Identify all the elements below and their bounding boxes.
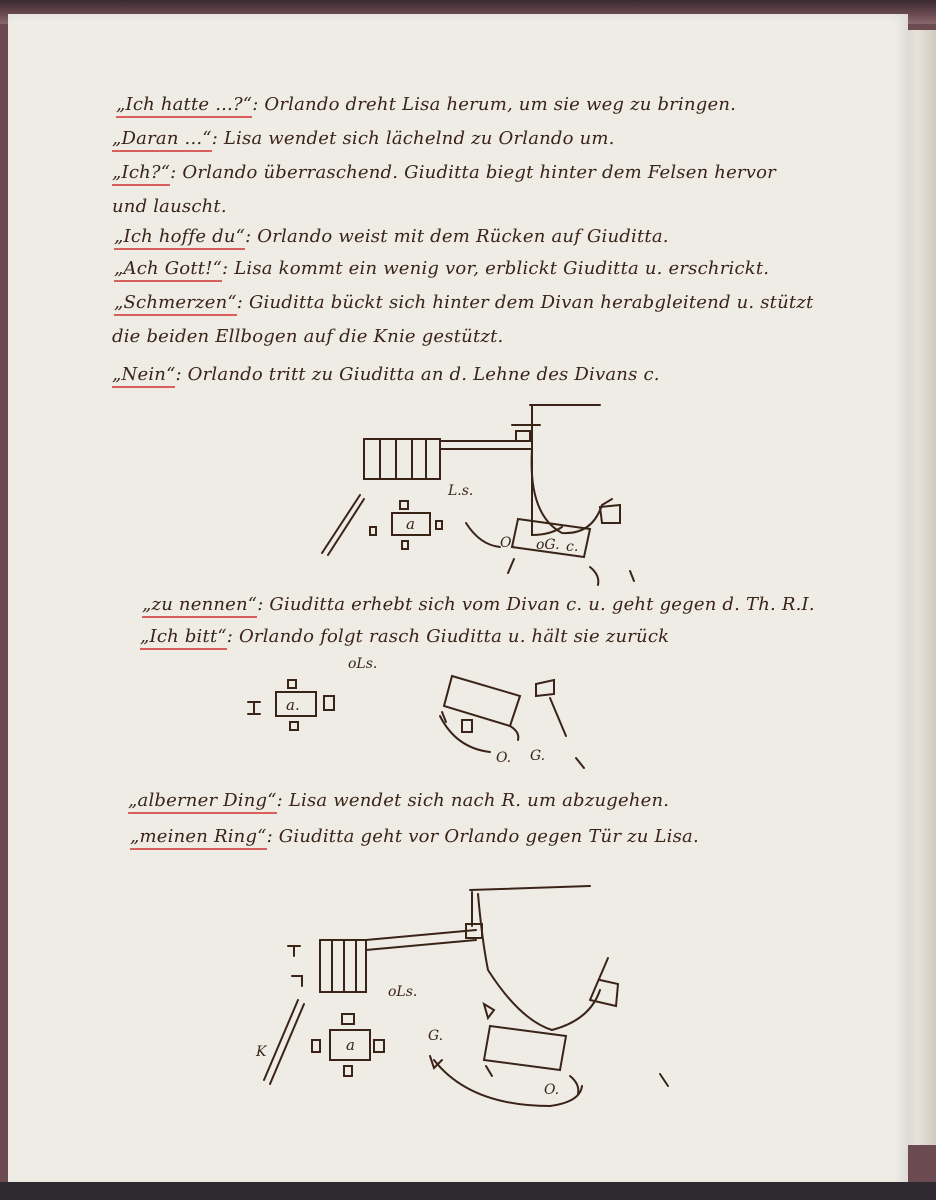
cue: „Ich hatte ...?“ [116,94,252,118]
note-line-12 [128,790,669,811]
stage-sketch-2 [240,650,600,780]
stage-sketch-1 [300,395,660,595]
cue: „Nein“ [112,364,175,388]
note-line-13 [130,826,699,847]
label-orlando-2: O. [496,750,512,766]
cue: „Ich hoffe du“ [114,226,245,250]
label-giuditta-3: G. [428,1028,444,1044]
cue: „Daran ...“ [112,128,212,152]
label-lisa: L.s. [448,483,474,499]
direction: : Orlando folgt rasch Giuditta u. hält sie zurück [226,626,670,647]
direction: : Giuditta erhebt sich vom Divan c. u. geht gegen d. Th. R.I. [257,594,815,615]
label-orlando-3: O. [544,1082,560,1098]
note-line-7 [114,292,813,313]
direction: : Lisa wendet sich nach R. um abzugehen. [276,790,670,811]
direction: : Giuditta geht vor Orlando gegen Tür zu Lisa. [266,826,699,847]
page-edge [904,30,936,1145]
cue: „Ich bitt“ [140,626,227,650]
label-table-3: a [346,1036,355,1054]
label-og: oG. [536,537,560,553]
direction: : Giuditta bückt sich hinter dem Divan herabgleitend u. stützt [236,292,814,313]
note-line-4 [112,196,227,217]
label-giuditta-2: G. [530,748,546,764]
note-line-3 [112,162,776,183]
direction: : Lisa kommt ein wenig vor, erblickt Giuditta u. erschrickt. [222,258,770,279]
cue: „Ach Gott!“ [114,258,222,282]
label-table-2: a. [286,696,300,714]
note-line-11 [140,626,669,647]
note-line-9 [112,364,660,385]
note-line-6 [114,258,769,279]
note-line-10 [142,594,815,615]
direction: : Orlando tritt zu Giuditta an d. Lehne des Divans c. [175,364,660,385]
label-lisa-3: oLs. [388,984,418,1000]
cue: „zu nennen“ [142,594,257,618]
direction: : Orlando überraschend. Giuditta biegt hinter dem Felsen hervor [170,162,776,183]
note-line-8 [112,326,503,347]
stage-sketch-3 [250,880,670,1130]
cue: „meinen Ring“ [130,826,267,850]
direction: und lauscht. [112,196,227,217]
label-table: a [406,515,415,533]
label-orlando: O. [500,535,516,551]
direction: : Orlando weist mit dem Rücken auf Giuditta. [245,226,669,247]
note-line-1 [116,94,736,115]
label-lisa-2: oLs. [348,656,378,672]
note-line-2 [112,128,615,149]
label-k: K [256,1044,267,1060]
direction: : Lisa wendet sich lächelnd zu Orlando um. [211,128,615,149]
note-line-5 [114,226,669,247]
cue: „alberner Ding“ [128,790,277,814]
cue: „Ich?“ [112,162,170,186]
label-divan: c. [566,539,579,555]
cue: „Schmerzen“ [114,292,237,316]
book-binding-bottom [0,1182,936,1200]
direction: : Orlando dreht Lisa herum, um sie weg zu bringen. [252,94,737,115]
direction: die beiden Ellbogen auf die Knie gestützt. [112,326,504,347]
